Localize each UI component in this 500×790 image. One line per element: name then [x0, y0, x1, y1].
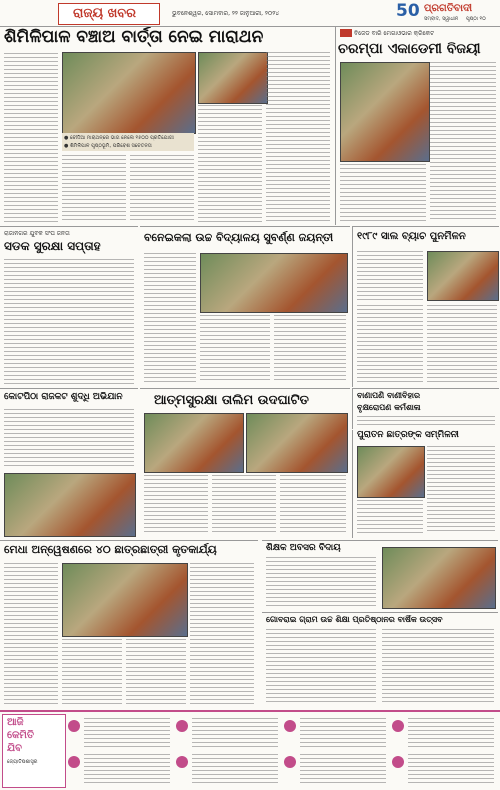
teacher-headline: ଶିକ୍ଷକ ଅବସର ବିଦାୟ: [266, 543, 341, 553]
zodiac-cell: [176, 752, 280, 786]
self-defense-article: [140, 388, 350, 539]
horoscope-title-1: ଆଜି: [7, 717, 24, 728]
anniversary-number: 50: [396, 1, 420, 21]
archery-photo: [340, 62, 430, 162]
zodiac-cell: [392, 716, 496, 750]
zodiac-cell: [176, 716, 280, 750]
anniversary-logo: [395, 1, 421, 23]
teacher-article: [262, 540, 498, 611]
section-title-box: [58, 3, 160, 25]
road-safety-headline: ସଡକ ସୁରକ୍ଷା ସପ୍ତାହ: [4, 239, 101, 253]
merit-article: [0, 540, 258, 709]
horoscope-sub: ଜ୍ୟୋତିଷଶାସ୍ତ୍ର: [7, 759, 38, 765]
zodiac-icon: [392, 720, 404, 732]
archery-kicker: ବିଜେଡ ବାରି ମେଗାଓଭାର କ୍ରିକେଟ: [354, 30, 435, 37]
alumni-article: [352, 430, 499, 538]
jubilee-photo: [200, 253, 348, 313]
annual-fest-headline: ଗୋବରାଇ ଗ୍ରାମ ଉଚ୍ଚ ଶିକ୍ଷା ପ୍ରତିଷ୍ଠାନର ବାର୍ଷିକ ଉତ୍ସବ: [266, 615, 443, 624]
jubilee-article: [140, 226, 350, 387]
road-safety-kicker: ରାଜାନଗର ଯୁବକ ସଂଘ ଜନତା: [4, 230, 70, 237]
similipal-article: [0, 27, 332, 225]
batch-1989-headline: ୧୯୮୯ ସାଲ ବ୍ୟାଚ ପୁନର୍ମିଳନ: [357, 231, 466, 242]
masthead-band: [0, 0, 500, 27]
zodiac-cell: [68, 752, 172, 786]
college-headline: ବାଣାପଣି ବାଣୀବିହାର: [357, 391, 421, 400]
page-label: ପୃଷ୍ଠା ୧୦: [466, 16, 486, 22]
teacher-photo: [382, 547, 496, 609]
college-article: [352, 388, 499, 429]
horoscope-title-box: [2, 714, 66, 788]
zodiac-icon: [176, 720, 188, 732]
similipal-caption2: ● ଶିମିଳିପାଳ ପୃଷ୍ଠଭୂମି, ପରିବେଶ ସଚେତନତା: [64, 143, 152, 149]
self-defense-photo-2: [246, 413, 348, 473]
dateline: ଭୁବନେଶ୍ୱର, ସୋମବାର, ୨୨ ଜାନୁଆରୀ, ୨୦୨୪: [172, 10, 280, 17]
zodiac-icon: [284, 756, 296, 768]
section-title: ରାଜ୍ୟ ଖବର: [73, 6, 137, 21]
self-defense-photo: [144, 413, 244, 473]
merit-photo: [62, 563, 188, 637]
similipal-photo-2: [198, 52, 268, 104]
zodiac-cell: [392, 752, 496, 786]
alumni-photo: [357, 446, 425, 498]
tree-article: [0, 388, 138, 539]
zodiac-cell: [284, 716, 388, 750]
tagline: ସମ୍ବାଦ, ସ୍ୱାଧୀନ: [424, 16, 459, 22]
horoscope-section: [0, 710, 500, 790]
college-subhead: ବୃକ୍ଷରୋପଣ କର୍ମଶାଳା: [357, 403, 421, 412]
paper-name: ପ୍ରଗତିବାଦୀ: [424, 3, 473, 14]
zodiac-icon: [392, 756, 404, 768]
horoscope-title-2: କେମିତି: [7, 730, 35, 741]
tree-headline: କୋଟପିଠା ରାଜକଟ ଶୁଦ୍ଧି ଅଭିଯାନ: [4, 392, 123, 402]
batch-1989-photo: [427, 251, 499, 301]
annual-fest-article: [262, 612, 498, 709]
batch-1989-article: [352, 226, 499, 387]
self-defense-headline: ଆତ୍ମସୁରକ୍ଷା ତାଲିମ ଉଦଘାଟିତ: [154, 393, 309, 408]
zodiac-icon: [68, 720, 80, 732]
zodiac-cell: [68, 716, 172, 750]
tree-photo: [4, 473, 136, 537]
zodiac-cell: [284, 752, 388, 786]
similipal-photo: [62, 52, 196, 134]
merit-headline: ମେଧା ଅନ୍ୱେଷଣରେ ୪୦ ଛାତ୍ରଛାତ୍ରୀ କୃତକାର୍ଯ୍ୟ: [4, 543, 217, 556]
zodiac-icon: [176, 756, 188, 768]
horoscope-title-3: ଯିବ: [7, 743, 22, 754]
road-safety-article: [0, 226, 138, 387]
zodiac-icon: [68, 756, 80, 768]
similipal-headline: ଶିମିଳିପାଳ ବଞ୍ଚାଅ ବାର୍ତ୍ତା ନେଇ ମାରାଥନ: [4, 27, 264, 47]
archery-kicker-bar: [340, 29, 352, 37]
alumni-headline: ପୁରାତନ ଛାତ୍ରଙ୍କ ସମ୍ମିଳନୀ: [357, 430, 459, 440]
zodiac-icon: [284, 720, 296, 732]
similipal-caption1: ● ଚୌଦ୍ଦିଆ ମାରାଥନ୍‌ରେ ଭାଗ ନେଲେ ୧୫୦୦ ପ୍ରତିଯୋଗୀ: [64, 135, 174, 141]
archery-headline: ଚରମ୍ପା ଏକାଡେମୀ ବିଜୟୀ: [338, 41, 481, 57]
similipal-caption: [62, 133, 194, 151]
jubilee-headline: ବନେଇକଲା ଉଚ୍ଚ ବିଦ୍ୟାଳୟ ସୁବର୍ଣ୍ଣ ଜୟନ୍ତୀ: [144, 231, 334, 244]
